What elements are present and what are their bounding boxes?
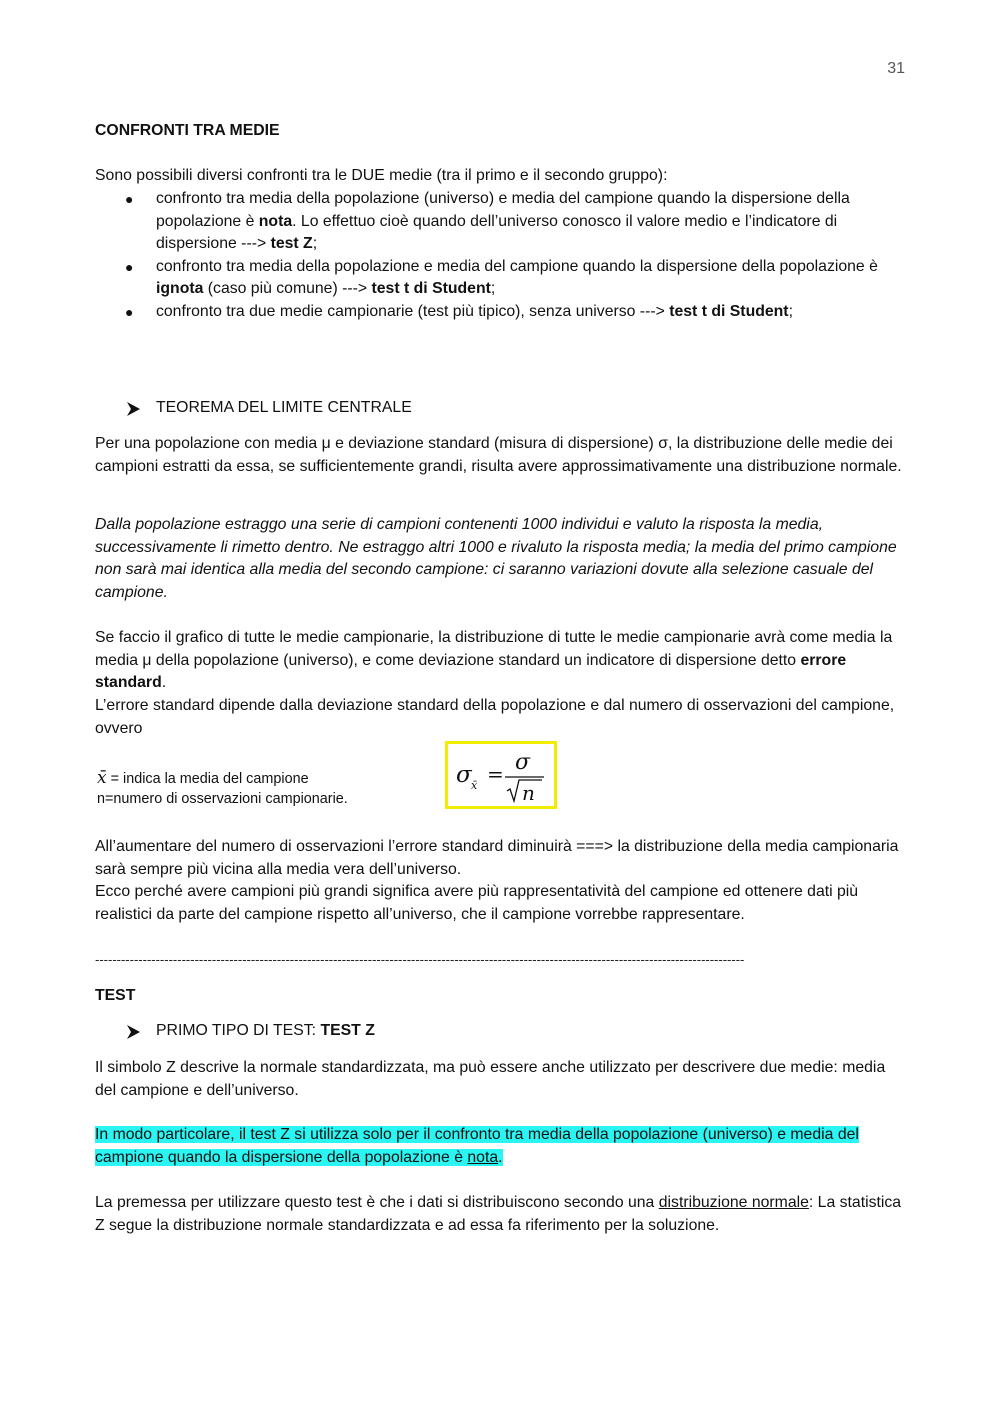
text: La premessa per utilizzare questo test è che i dati si distribuiscono secondo una bbox=[95, 1194, 659, 1211]
paragraph-ecco-perche: Ecco perché avere campioni più grandi significa avere più rappresentatività del campione ed ottenere dati più realistici da parte del campione rispetto all’universo, che il campione vorrebbe rappresentare. bbox=[95, 883, 859, 923]
bullet-text: confronto tra due medie campionarie (test più tipico), senza universo ---> bbox=[156, 302, 670, 320]
bullet-icon: ● bbox=[125, 303, 134, 320]
xbar-symbol: x̄ bbox=[97, 768, 107, 788]
legend-line-n: n=numero di osservazioni campionarie. bbox=[97, 791, 348, 807]
bullet-icon: ● bbox=[125, 191, 134, 207]
bullet-text: ; bbox=[490, 280, 496, 298]
highlight-text bbox=[95, 1126, 859, 1166]
bullet-text: confronto tra media della popolazione (universo) e media del campione quando la dispersione della popolazione è bbox=[156, 190, 850, 230]
page-number: 31 bbox=[887, 60, 905, 77]
bullet-bold: test t di Student bbox=[669, 302, 789, 320]
bold-term: TEST Z bbox=[320, 1022, 375, 1039]
text: Se faccio il grafico di tutte le medie campionarie, la distribuzione di tutte le medie campionarie avrà come media la media μ della popolazione (universo), e come deviazione standard un indicatore di dispersione detto bbox=[95, 629, 893, 669]
bullet-bold: test Z bbox=[270, 235, 313, 253]
bullet-bold: test t di Student bbox=[371, 280, 491, 298]
paragraph-teorema-definition: Per una popolazione con media μ e deviazione standard (misura di dispersione) σ, la distribuzione delle medie dei campioni estratti da essa, se sufficientemente grandi, risulta avere approssimativamente una distribuzione normale. bbox=[95, 435, 902, 475]
section-title-test: TEST bbox=[95, 987, 136, 1004]
legend-line-xbar bbox=[97, 768, 437, 789]
paragraph-example-italic bbox=[95, 514, 905, 604]
paragraph-highlighted bbox=[95, 1124, 905, 1169]
text: In modo particolare, il test Z si utilizza solo per il confronto tra media della popolazione (universo) e media del campione quando la dispersione della popolazione è bbox=[95, 1126, 859, 1166]
paragraph-aumentare: All’aumentare del numero di osservazioni l’errore standard diminuirà ===> la distribuzione della media campionaria sarà sempre più vicina alla media vera dell’universo. bbox=[95, 838, 899, 878]
formula-lhs-subscript: x̄ bbox=[471, 779, 478, 792]
list-item bbox=[95, 256, 905, 301]
list-item bbox=[95, 188, 905, 256]
text: . bbox=[498, 1148, 503, 1166]
legend-text: = indica la media del campione bbox=[106, 771, 309, 787]
formula-graphic bbox=[448, 744, 554, 806]
underlined-term: distribuzione normale bbox=[658, 1194, 809, 1211]
text: : La statistica Z segue la distribuzione normale standardizzata e ad essa fa riferimento per la soluzione. bbox=[95, 1194, 902, 1234]
bullet-text: ; bbox=[788, 302, 793, 320]
bullet-text: . Lo effettuo cioè quando dell’universo conosco il valore medio e l’indicatore di dispersione ---> bbox=[156, 212, 838, 253]
formula-lhs-sigma: σ bbox=[456, 762, 472, 788]
bullet-text: (caso più comune) ---> bbox=[203, 280, 372, 298]
text: . bbox=[161, 674, 167, 692]
paragraph-premessa bbox=[95, 1192, 905, 1237]
italic-text: Dalla popolazione estraggo una serie di campioni contenenti 1000 individui e valuto la risposta la media, successivamente li rimetto dentro. Ne estraggo altri 1000 e rivaluto la risposta media; la media del primo campione non sarà mai identica alla media del secondo campione: ci saranno variazioni dovute alla selezione casuale del campione. bbox=[95, 516, 897, 601]
paragraph-errore-standard bbox=[95, 627, 905, 695]
paragraph-errore-dipende: L’errore standard dipende dalla deviazione standard della popolazione e dal numero di osservazioni del campione, ovvero bbox=[95, 697, 895, 737]
bullet-bold: ignota bbox=[156, 280, 204, 298]
bullet-text: ; bbox=[312, 235, 318, 253]
subsection-title-test-z bbox=[156, 1020, 375, 1042]
paragraph-simbolo-z: Il simbolo Z descrive la normale standardizzata, ma può essere anche utilizzato per descrivere due medie: media del campione e dell’universo. bbox=[95, 1059, 886, 1099]
bullet-bold: nota bbox=[258, 212, 293, 230]
formula-numerator: σ bbox=[515, 750, 531, 775]
formula-denominator: n bbox=[522, 781, 535, 805]
subsection-title-teorema: TEOREMA DEL LIMITE CENTRALE bbox=[156, 399, 412, 416]
intro-paragraph: Sono possibili diversi confronti tra le DUE medie (tra il primo e il secondo gruppo): bbox=[95, 167, 668, 184]
arrowhead-bullet-icon bbox=[125, 1024, 141, 1040]
underlined-term: nota bbox=[467, 1148, 499, 1166]
bold-term: errore standard bbox=[95, 651, 847, 692]
standard-error-formula bbox=[445, 741, 557, 809]
arrowhead-bullet-icon bbox=[125, 401, 141, 417]
section-separator: ------------------------------------------------------------------------------------------------------------------------------------------------------ bbox=[95, 952, 745, 967]
bullet-icon: ● bbox=[125, 258, 134, 275]
bullet-text: confronto tra media della popolazione e media del campione quando la dispersione della popolazione è bbox=[156, 257, 878, 275]
formula-legend bbox=[97, 768, 437, 809]
section-title-confronti: CONFRONTI TRA MEDIE bbox=[95, 122, 280, 139]
text: PRIMO TIPO DI TEST: bbox=[156, 1022, 321, 1039]
comparison-list bbox=[95, 188, 905, 324]
formula-equals: = bbox=[487, 762, 504, 786]
list-item bbox=[95, 301, 905, 324]
